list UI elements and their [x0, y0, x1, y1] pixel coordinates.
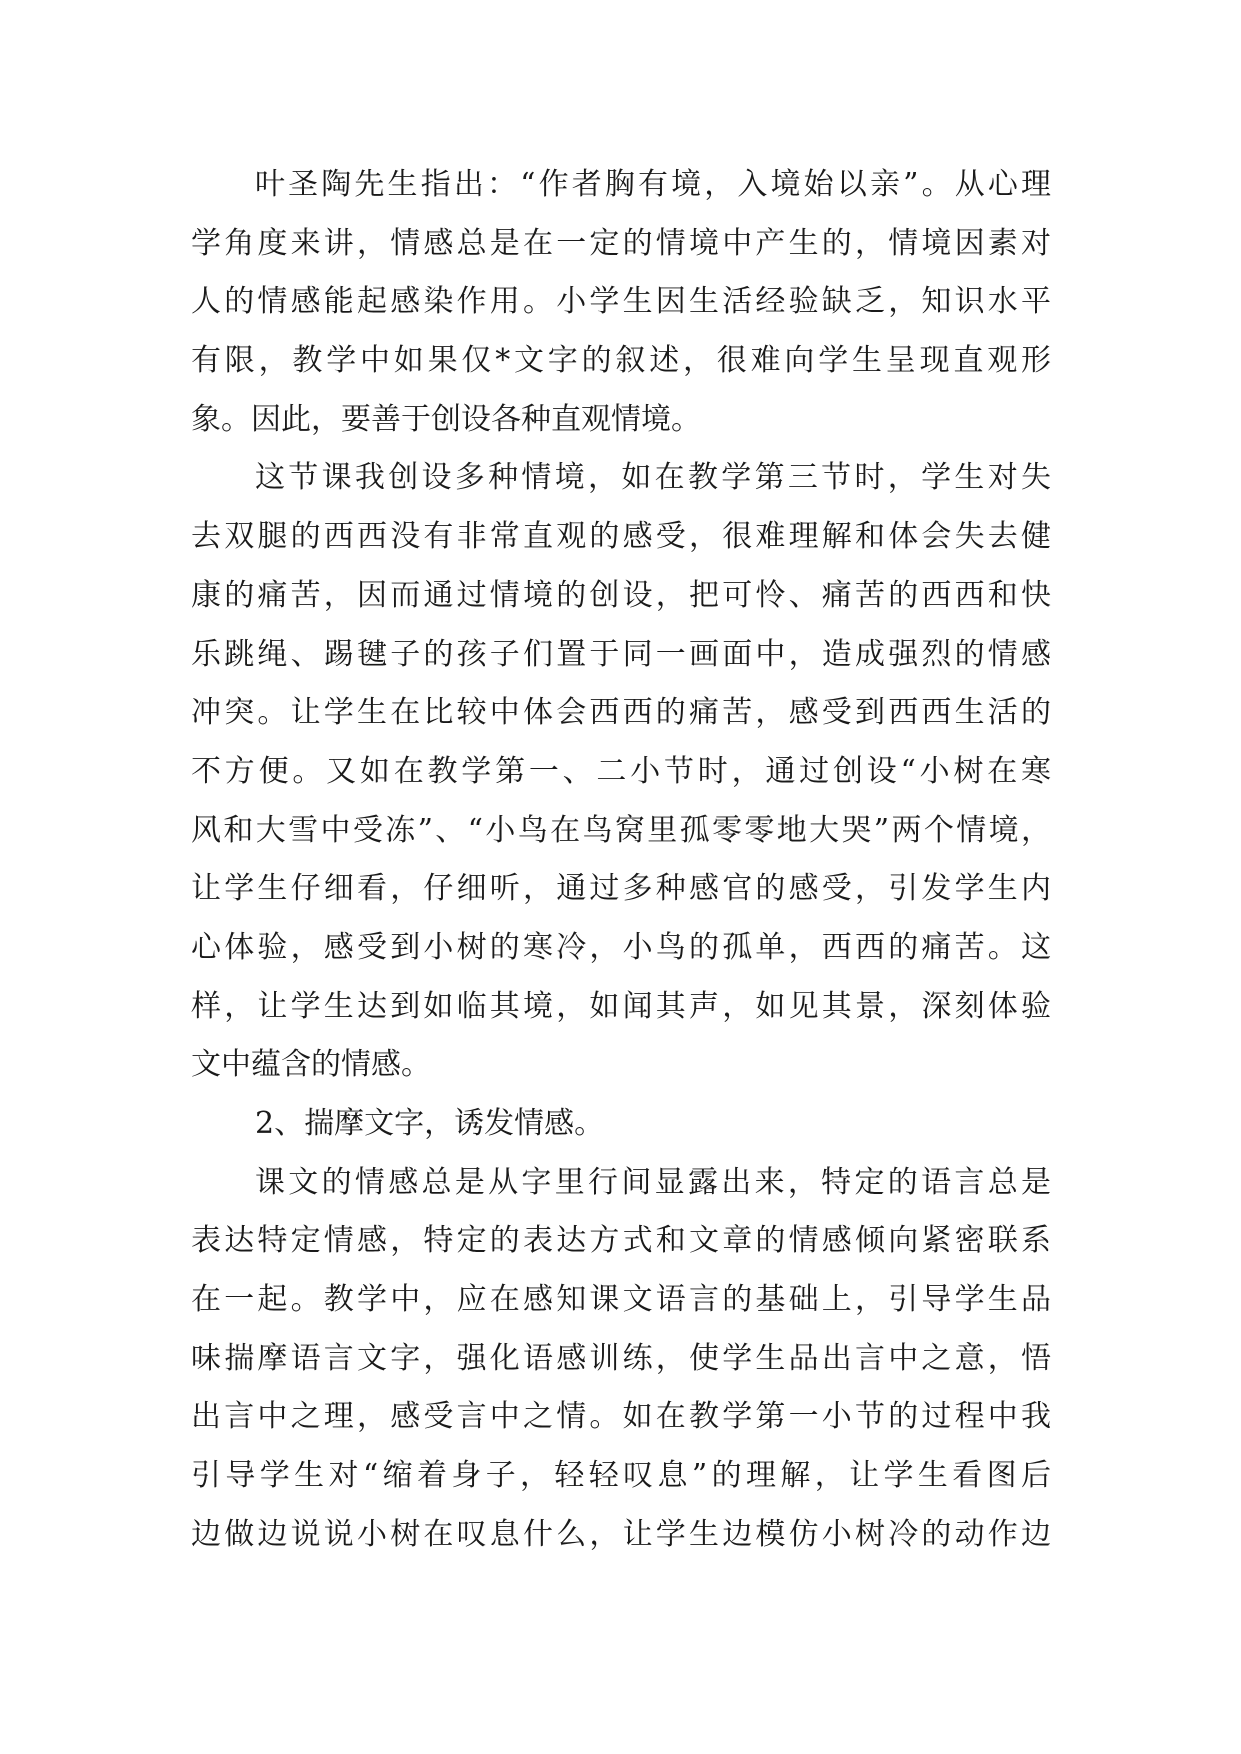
text-line: 风和大雪中受冻”、“小鸟在鸟窝里孤零零地大哭”两个情境，: [191, 812, 1051, 848]
text-line: 象。因此，要善于创设各种直观情境。: [191, 401, 701, 437]
text-line: 康的痛苦，因而通过情境的创设，把可怜、痛苦的西西和快: [191, 577, 1051, 613]
text-line: 在一起。教学中，应在感知课文语言的基础上，引导学生品: [191, 1282, 1051, 1318]
paragraph-situations: [191, 449, 1051, 1095]
text-line: 这节课我创设多种情境，如在教学第三节时，学生对失: [255, 460, 1051, 496]
text-line: 样，让学生达到如临其境，如闻其声，如见其景，深刻体验: [191, 988, 1051, 1024]
document-body: [191, 156, 1051, 1565]
text-line: 有限，教学中如果仅*文字的叙述，很难向学生呈现直观形: [191, 343, 1051, 379]
section-heading: [191, 1095, 1051, 1154]
text-line: 表达特定情感，特定的表达方式和文章的情感倾向紧密联系: [191, 1223, 1051, 1259]
text-line: 文中蕴含的情感。: [191, 1047, 431, 1083]
text-line: 让学生仔细看，仔细听，通过多种感官的感受，引发学生内: [191, 871, 1051, 907]
text-line: 人的情感能起感染作用。小学生因生活经验缺乏，知识水平: [191, 284, 1051, 320]
paragraph-ye-shengtao: [191, 156, 1051, 449]
paragraph-language: [191, 1154, 1051, 1565]
heading-line: 2、揣摩文字，诱发情感。: [255, 1106, 605, 1141]
text-line: 去双腿的西西没有非常直观的感受，很难理解和体会失去健: [191, 519, 1051, 555]
text-line: 出言中之理，感受言中之情。如在教学第一小节的过程中我: [191, 1399, 1051, 1435]
text-line: 味揣摩语言文字，强化语感训练，使学生品出言中之意，悟: [191, 1340, 1051, 1376]
text-line: 课文的情感总是从字里行间显露出来，特定的语言总是: [255, 1164, 1051, 1200]
text-line: 叶圣陶先生指出：“作者胸有境，入境始以亲”。从心理: [255, 167, 1051, 202]
text-line: 心体验，感受到小树的寒冷，小鸟的孤单，西西的痛苦。这: [191, 929, 1051, 965]
text-line: 不方便。又如在教学第一、二小节时，通过创设“小树在寒: [191, 753, 1051, 789]
text-line: 边做边说说小树在叹息什么，让学生边模仿小树冷的动作边: [191, 1516, 1051, 1552]
text-line: 学角度来讲，情感总是在一定的情境中产生的，情境因素对: [191, 225, 1051, 261]
text-line: 引导学生对“缩着身子，轻轻叹息”的理解，让学生看图后: [191, 1458, 1051, 1494]
text-line: 冲突。让学生在比较中体会西西的痛苦，感受到西西生活的: [191, 695, 1051, 731]
text-line: 乐跳绳、踢毽子的孩子们置于同一画面中，造成强烈的情感: [191, 636, 1051, 672]
